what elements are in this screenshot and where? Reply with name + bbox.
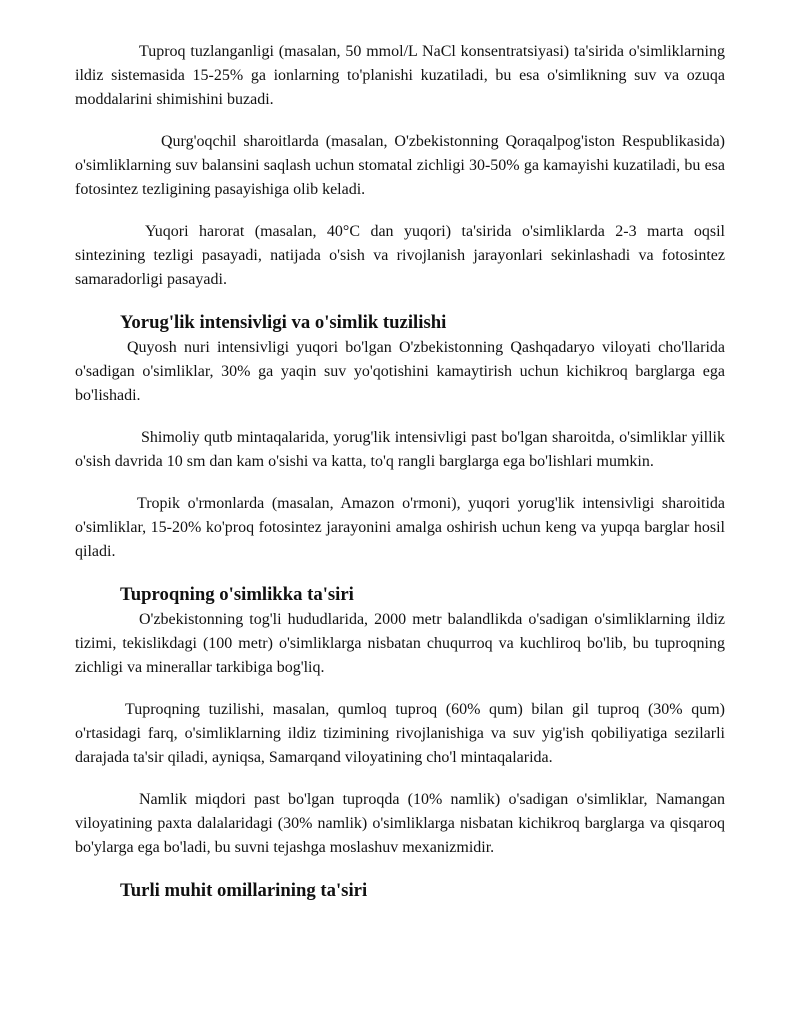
paragraph-spacer: [75, 202, 725, 220]
paragraph-tropical-forests: Tropik o'rmonlarda (masalan, Amazon o'rmoni), yuqori yorug'lik intensivligi sharoitida o'simliklar, 15-20% ko'proq fotosintez jarayonini amalga oshirish uchun keng va yupqa barglar hosil qiladi.: [75, 495, 725, 560]
paragraph-spacer: [75, 112, 725, 130]
document-page: [75, 40, 725, 904]
paragraph-spacer: [75, 408, 725, 426]
paragraph-high-temperature: Yuqori harorat (masalan, 40°C dan yuqori) ta'sirida o'simliklarda 2-3 marta oqsil sintezining tezligi pasayadi, natijada o'sish va rivojlanish jarayonlari sekinlashadi va fotosintez samaradorligi pasayadi.: [75, 223, 725, 288]
paragraph-soil-structure: Tuproqning tuzilishi, masalan, qumloq tuproq (60% qum) bilan gil tuproq (30% qum) o'rtasidagi farq, o'simliklarning ildiz tizimining rivojlanishiga va suv yig'ish qobiliyatiga sezilarli darajada ta'sir qiladi, ayniqsa, Samarqand viloyatining cho'l mintaqalarida.: [75, 701, 725, 766]
paragraph-soil-salinity: Tuproq tuzlanganligi (masalan, 50 mmol/L NaCl konsentratsiyasi) ta'sirida o'simliklarning ildiz sistemasida 15-25% ga ionlarning to'planishi kuzatiladi, bu esa o'simlikning suv va ozuqa moddalarini shimishini buzadi.: [75, 43, 725, 108]
section-heading-light-intensity: Yorug'lik intensivligi va o'simlik tuzilishi: [120, 312, 447, 333]
paragraph-spacer: [75, 770, 725, 788]
paragraph-drought-conditions: Qurg'oqchil sharoitlarda (masalan, O'zbekistonning Qoraqalpog'iston Respublikasida) o'simliklarning suv balansini saqlash uchun stomatal zichligi 30-50% ga kamayishi kuzatiladi, bu esa fotosintez tezligining pasayishiga olib keladi.: [75, 133, 725, 198]
paragraph-spacer: [75, 860, 725, 878]
paragraph-mountain-regions: O'zbekistonning tog'li hududlarida, 2000 metr balandlikda o'sadigan o'simliklarning ildiz tizimi, tekislikdagi (100 metr) o'simliklarga nisbatan chuqurroq va kuchliroq bo'lib, bu tuproqning zichligi va minerallar tarkibiga bog'liq.: [75, 611, 725, 676]
section-heading-soil-effect: Tuproqning o'simlikka ta'siri: [120, 584, 354, 605]
paragraph-polar-regions: Shimoliy qutb mintaqalarida, yorug'lik intensivligi past bo'lgan sharoitda, o'simliklar yillik o'sish davrida 10 sm dan kam o'sishi va katta, to'q rangli barglarga ega bo'lishlari mumkin.: [75, 429, 725, 470]
paragraph-sunlight-desert: Quyosh nuri intensivligi yuqori bo'lgan O'zbekistonning Qashqadaryo viloyati cho'llarida o'sadigan o'simliklar, 30% ga yaqin suv yo'qotishini kamaytirish uchun kichikroq barglarga ega bo'lishadi.: [75, 339, 725, 404]
paragraph-spacer: [75, 680, 725, 698]
paragraph-spacer: [75, 292, 725, 310]
paragraph-spacer: [75, 474, 725, 492]
paragraph-spacer: [75, 564, 725, 582]
section-heading-environmental-factors: Turli muhit omillarining ta'siri: [120, 880, 368, 901]
paragraph-soil-moisture: Namlik miqdori past bo'lgan tuproqda (10% namlik) o'sadigan o'simliklar, Namangan viloyatining paxta dalalaridagi (30% namlik) o'simliklarga nisbatan kichikroq barglarga va qisqaroq bo'ylarga ega bo'ladi, bu suvni tejashga moslashuv mexanizmidir.: [75, 791, 725, 856]
